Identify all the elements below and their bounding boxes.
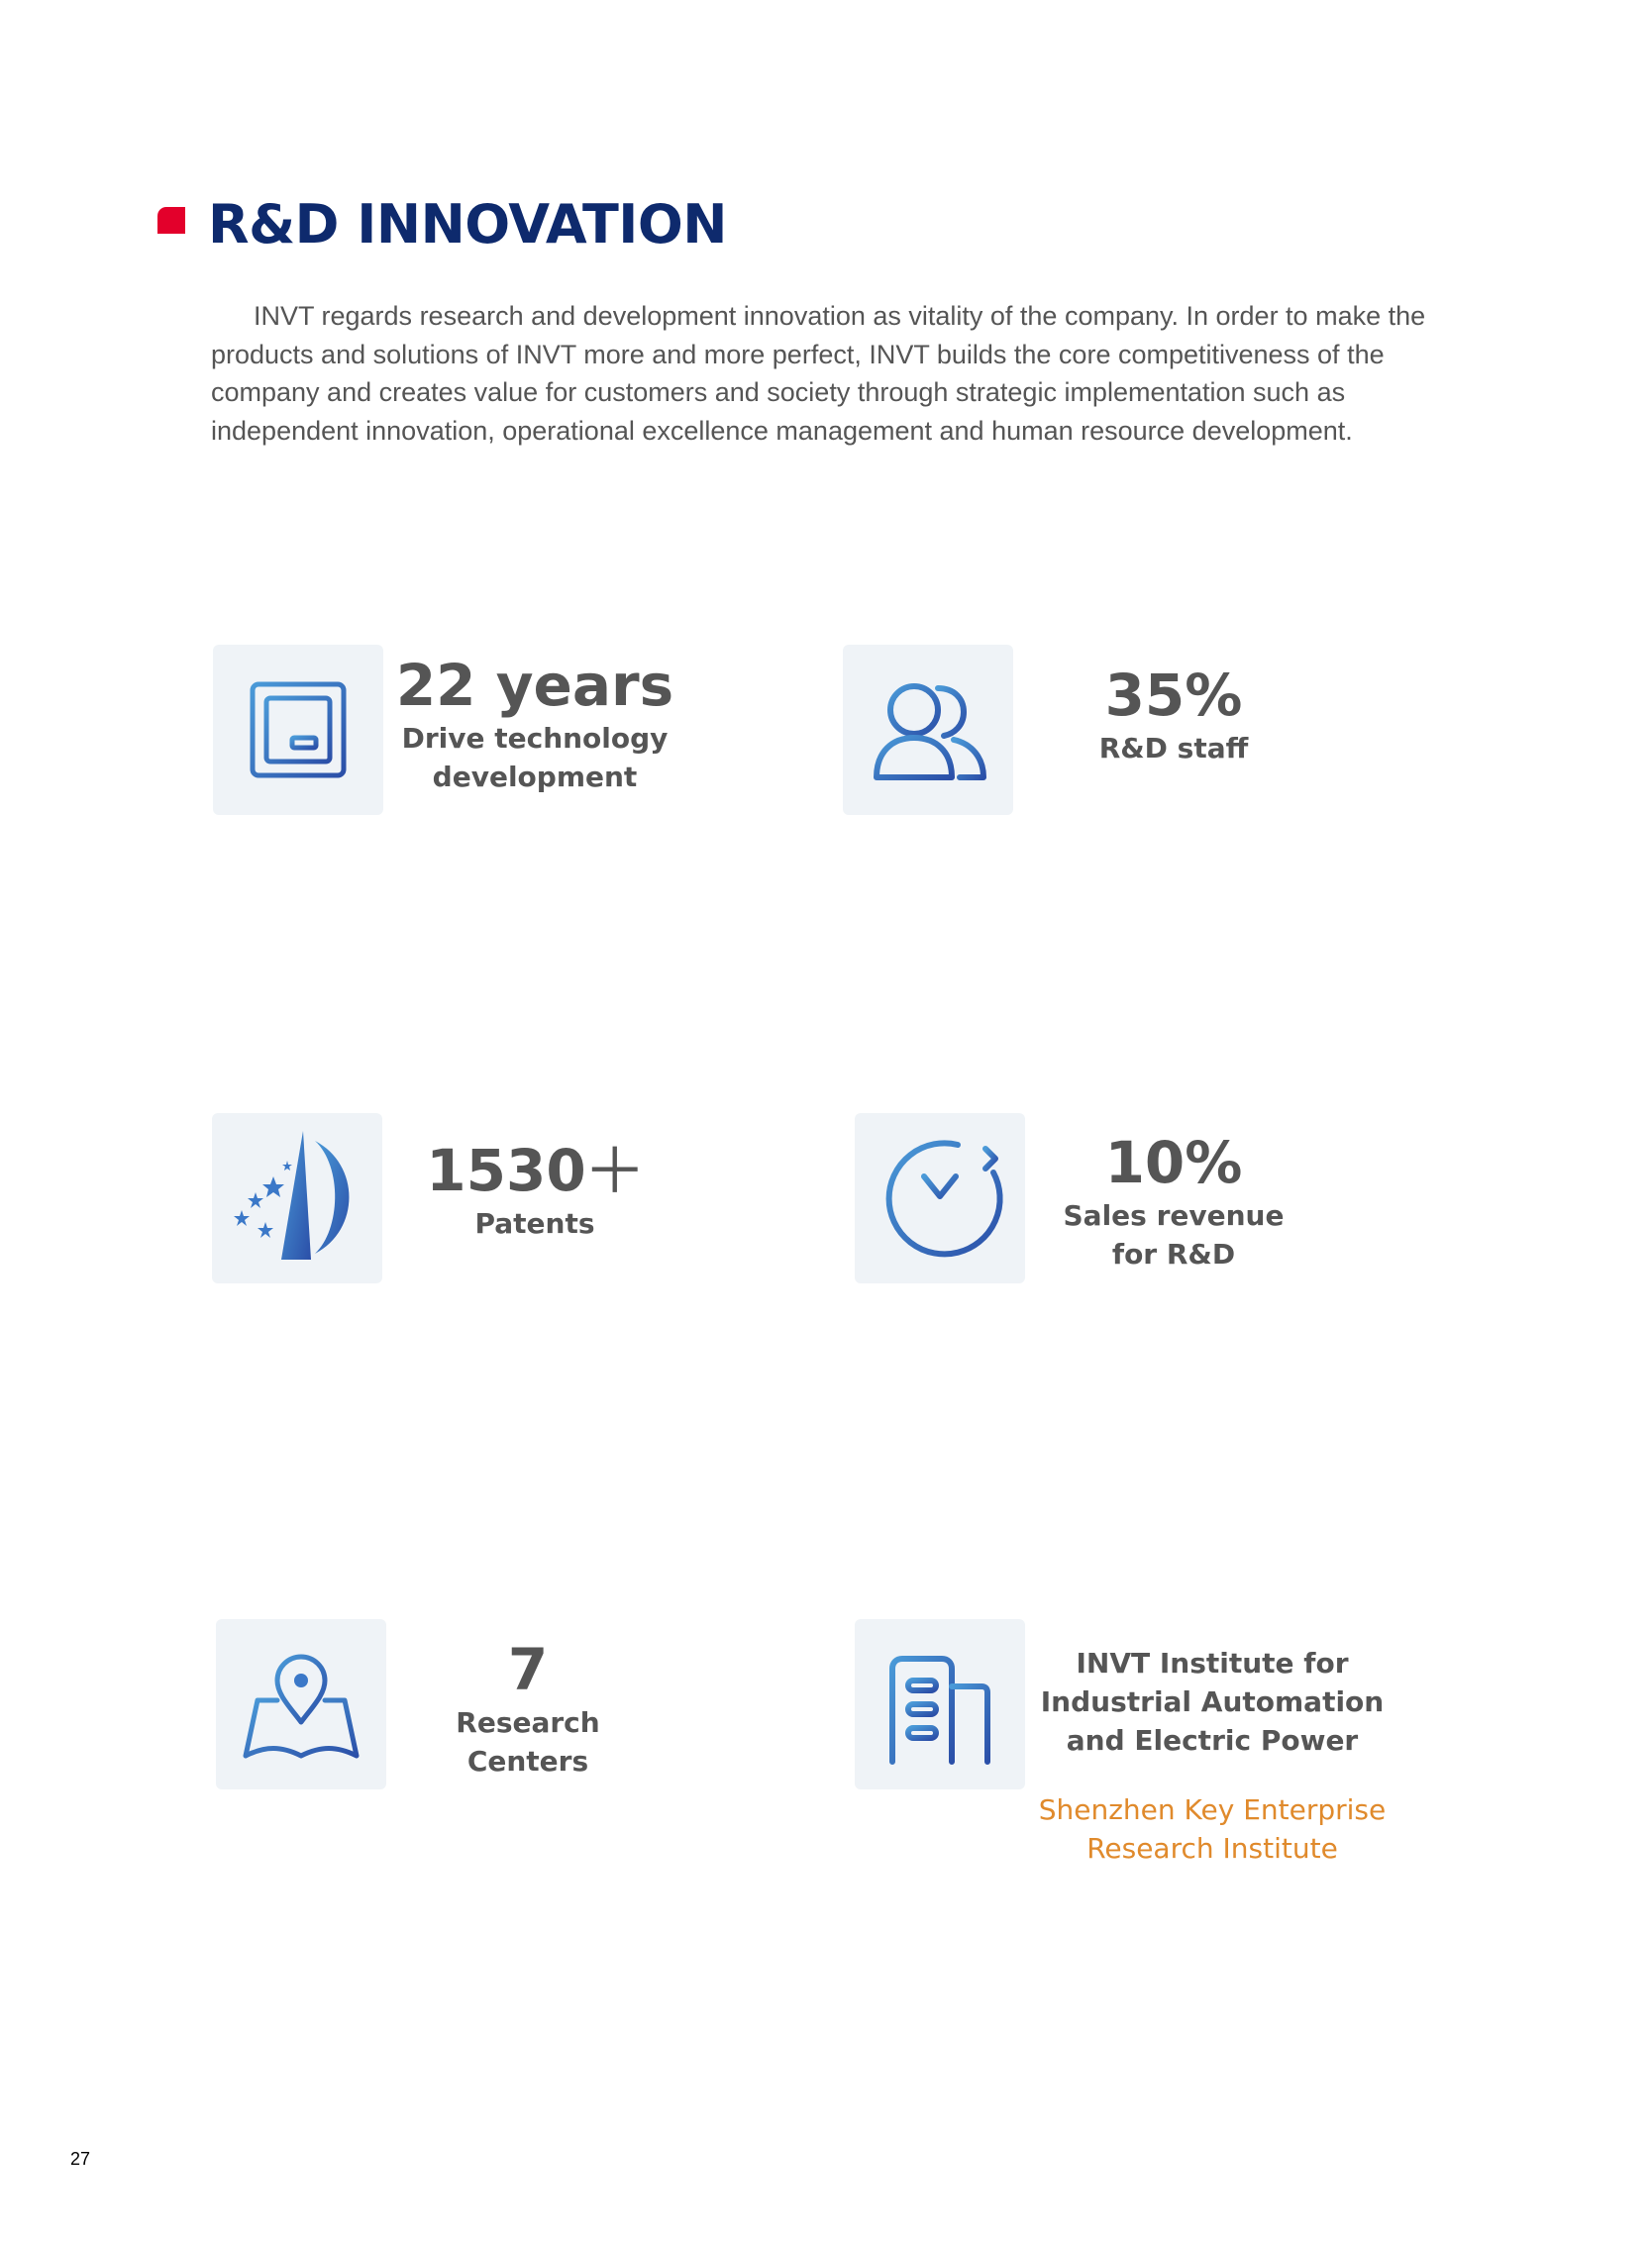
stat-years	[386, 652, 683, 796]
stat-staff-value: 35%	[1104, 662, 1243, 729]
stat-centers-label-line2: Centers	[466, 1745, 589, 1778]
stat-patents	[386, 1137, 683, 1243]
intro-paragraph: INVT regards research and development innovation as vitality of the company. In order to make the products and solutions of INVT more and more perfect, INVT builds the core competitiveness of the company and creates value for customers and society through strategic implementation such as independent innovation, operational excellence management and human resource development.	[211, 301, 1426, 446]
stat-years-value: 22 years	[395, 652, 674, 719]
stat-staff	[1025, 662, 1322, 767]
stat-revenue-label-line2: for R&D	[1111, 1238, 1236, 1271]
people-icon-tile	[843, 645, 1013, 815]
map-pin-icon	[216, 1619, 386, 1789]
stat-centers	[379, 1636, 676, 1781]
stat-years-label-line1: Drive technology	[401, 722, 669, 755]
page-title: R&D INNOVATION	[208, 193, 727, 255]
chip-icon-tile	[213, 645, 383, 815]
yuan-cycle-icon	[855, 1113, 1025, 1283]
stat-institute-name-line2: Industrial Automation	[1040, 1685, 1385, 1718]
stat-revenue-label-line1: Sales revenue	[1063, 1199, 1285, 1232]
stat-revenue	[1025, 1129, 1322, 1274]
stat-centers-value: 7	[507, 1636, 549, 1703]
chip-icon	[213, 645, 383, 815]
building-icon	[855, 1619, 1025, 1789]
stat-patents-label: Patents	[474, 1207, 595, 1240]
yuan-cycle-icon-tile	[855, 1113, 1025, 1283]
stat-institute-note-line1: Shenzhen Key Enterprise	[1038, 1793, 1387, 1826]
section-marker	[157, 207, 185, 234]
stat-patents-value: 1530＋	[426, 1137, 644, 1204]
stat-institute-name-line3: and Electric Power	[1066, 1724, 1359, 1757]
stat-institute	[1034, 1644, 1391, 1868]
stat-institute-name-line1: INVT Institute for	[1076, 1647, 1349, 1680]
stat-centers-label-line1: Research	[456, 1706, 600, 1739]
people-icon	[843, 645, 1013, 815]
building-icon-tile	[855, 1619, 1025, 1789]
stat-institute-note-line2: Research Institute	[1086, 1832, 1338, 1865]
stat-staff-label: R&D staff	[1098, 732, 1249, 764]
patent-award-icon-tile	[212, 1113, 382, 1283]
stat-revenue-value: 10%	[1104, 1129, 1243, 1196]
patent-award-icon	[212, 1113, 382, 1283]
page-number: 27	[70, 2149, 91, 2169]
map-pin-icon-tile	[216, 1619, 386, 1789]
stat-years-label-line2: development	[432, 761, 638, 793]
